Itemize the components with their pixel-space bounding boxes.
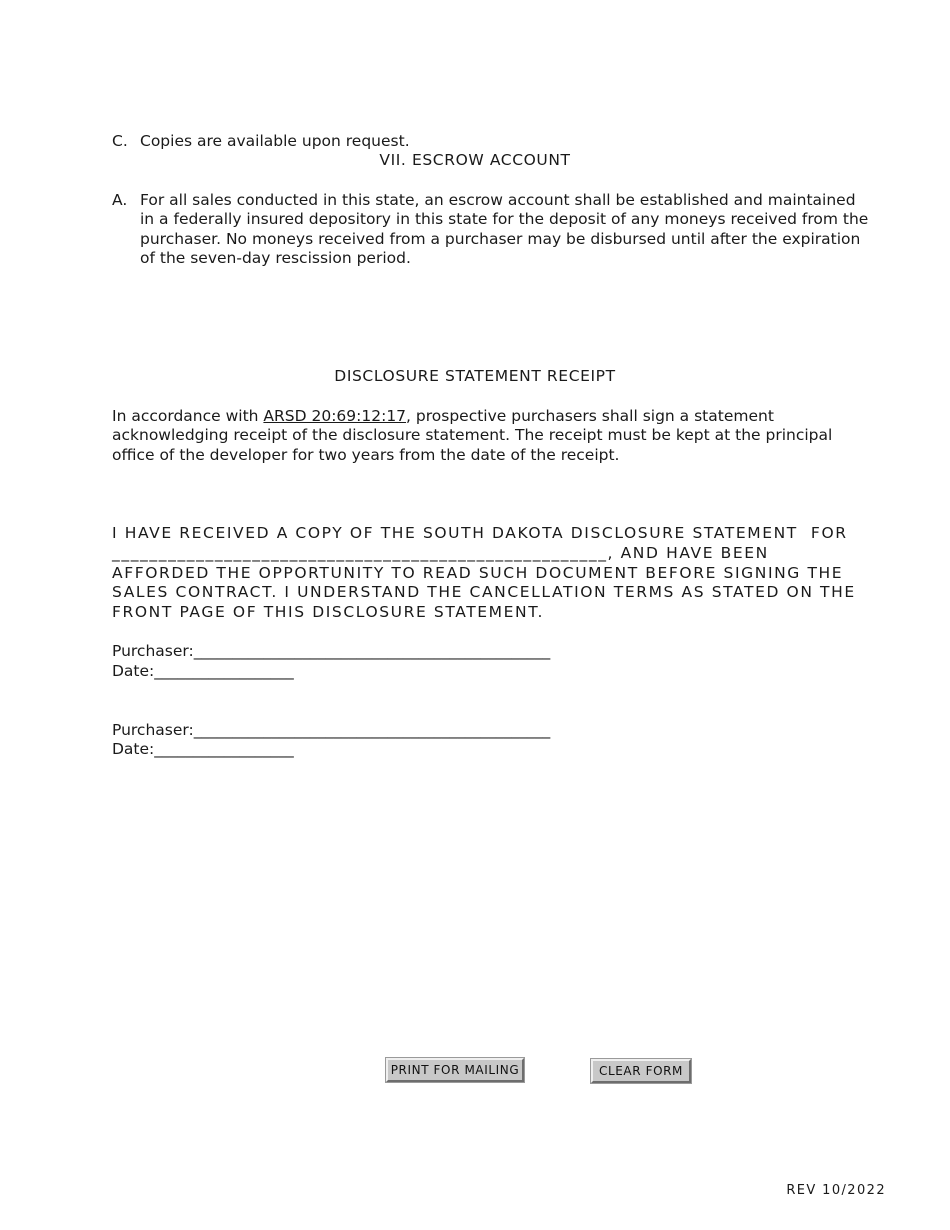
section-c-marker: C. — [112, 132, 128, 150]
section-a-marker: A. — [112, 191, 128, 209]
receipt-heading: DISCLOSURE STATEMENT RECEIPT — [334, 367, 616, 385]
clear-form-button[interactable]: CLEAR FORM — [591, 1059, 691, 1083]
acknowledgment-line: AFFORDED THE OPPORTUNITY TO READ SUCH DOCUMENT BEFORE SIGNING THE — [112, 564, 844, 582]
receipt-suffix: , prospective purchasers shall sign a statement — [406, 407, 774, 425]
section-a-line: of the seven-day rescission period. — [140, 249, 411, 267]
acknowledgment-line: FRONT PAGE OF THIS DISCLOSURE STATEMENT. — [112, 603, 545, 621]
section-a-line: purchaser. No moneys received from a purchaser may be disbursed until after the expiration — [140, 230, 861, 248]
section-c-text: Copies are available upon request. — [140, 132, 410, 150]
revision-label: REV 10/2022 — [786, 1183, 886, 1198]
print-for-mailing-button[interactable]: PRINT FOR MAILING — [386, 1058, 524, 1082]
receipt-paragraph-line3: office of the developer for two years from the date of the receipt. — [112, 446, 620, 464]
receipt-prefix: In accordance with — [112, 407, 264, 425]
arsd-link[interactable]: ARSD 20:69:12:17 — [263, 407, 407, 425]
acknowledgment-line: I HAVE RECEIVED A COPY OF THE SOUTH DAKOTA DISCLOSURE STATEMENT FOR — [112, 524, 848, 542]
acknowledgment-line: SALES CONTRACT. I UNDERSTAND THE CANCELLATION TERMS AS STATED ON THE — [112, 583, 856, 601]
section-a-line: For all sales conducted in this state, an escrow account shall be established and maintained — [140, 191, 856, 209]
section-a-line: in a federally insured depository in this state for the deposit of any moneys received from the — [140, 210, 869, 228]
acknowledgment-line: _____________________________________________________, AND HAVE BEEN — [112, 544, 769, 562]
receipt-paragraph-line2: acknowledging receipt of the disclosure statement. The receipt must be kept at the principal — [112, 426, 833, 444]
date-line[interactable]: Date:__________________ — [112, 740, 294, 758]
receipt-paragraph-line1 — [112, 407, 774, 427]
escrow-heading: VII. ESCROW ACCOUNT — [379, 151, 571, 169]
purchaser-signature-line[interactable]: Purchaser:______________________________________________ — [112, 721, 551, 739]
purchaser-signature-line[interactable]: Purchaser:______________________________________________ — [112, 642, 551, 660]
date-line[interactable]: Date:__________________ — [112, 662, 294, 680]
